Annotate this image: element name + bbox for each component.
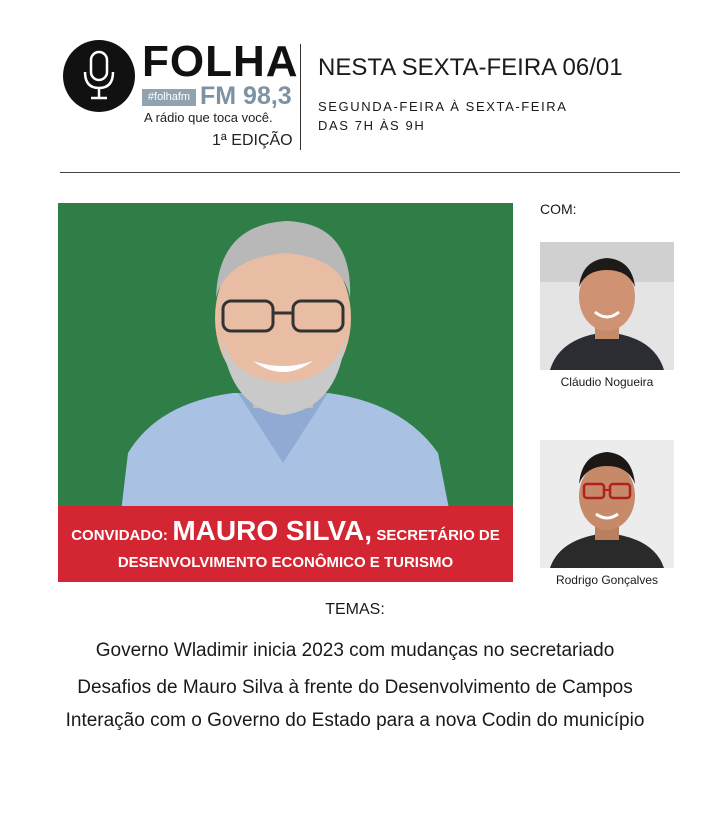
- host-photo: [540, 242, 674, 370]
- guest-role-part2: DESENVOLVIMENTO ECONÔMICO E TURISMO: [117, 554, 454, 571]
- guest-prefix: CONVIDADO:: [71, 527, 168, 544]
- guest-role-part1: SECRETÁRIO DE: [376, 527, 500, 544]
- hosts-label: COM:: [540, 201, 577, 217]
- brand-name: FOLHA: [142, 37, 299, 86]
- topic-item: Governo Wladimir inicia 2023 com mudanças no secretariado: [95, 640, 615, 661]
- show-date: NESTA SEXTA-FEIRA 06/01: [318, 54, 623, 81]
- edition-label: 1ª EDIÇÃO: [212, 132, 293, 149]
- header-separator: [60, 172, 680, 173]
- brand-hashtag: #folhafm: [142, 89, 196, 106]
- topic-item: Desafios de Mauro Silva à frente do Desenvolvimento de Campos: [77, 677, 633, 698]
- guest-banner: [58, 506, 513, 582]
- guest-name: MAURO SILVA,: [172, 515, 372, 546]
- topic-item: Interação com o Governo do Estado para a nova Codin do município: [65, 710, 645, 731]
- brand-slogan: A rádio que toca você.: [144, 110, 273, 125]
- host-photo: [540, 440, 674, 568]
- radio-logo-mark: [63, 40, 135, 112]
- brand-frequency: FM 98,3: [200, 82, 292, 110]
- topics-label: TEMAS:: [325, 601, 385, 618]
- header-divider: [300, 44, 301, 150]
- host-name: Rodrigo Gonçalves: [555, 573, 659, 587]
- host-name: Cláudio Nogueira: [560, 375, 654, 389]
- show-days: SEGUNDA-FEIRA À SEXTA-FEIRA: [318, 99, 568, 114]
- show-hours: DAS 7H ÀS 9H: [318, 118, 426, 133]
- microphone-icon: [79, 50, 119, 102]
